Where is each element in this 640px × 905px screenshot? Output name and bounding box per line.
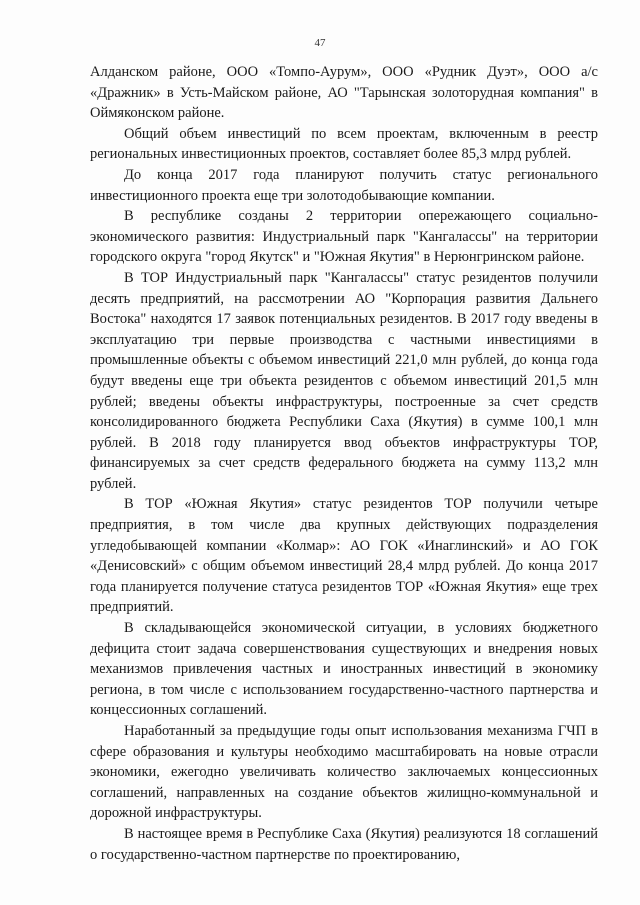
paragraph-6: В ТОР «Южная Якутия» статус резидентов ТОР получили четыре предприятия, в том числе два крупных действующих подразделения угледобывающей компании «Колмар»: АО ГОК «Инаглинский» и АО ГОК «Денисовский» с общим объемом инвестиций 28,4 млрд рублей. До конца 2017 года планируется получение статуса резидентов ТОР «Южная Якутия» еще трех предприятий. — [90, 496, 598, 616]
paragraph-1: Алданском районе, ООО «Томпо-Аурум», ООО «Рудник Дуэт», ООО а/с «Дражник» в Усть-Майском районе, АО "Тарынская золоторудная компания" в Оймяконском районе. — [90, 64, 598, 122]
paragraph-3: До конца 2017 года планируют получить статус регионального инвестиционного проекта еще три золотодобывающие компании. — [90, 166, 598, 204]
paragraph-8: Наработанный за предыдущие годы опыт использования механизма ГЧП в сфере образования и культуры необходимо масштабировать на новые отрасли экономики, ежегодно увеличивать количество заключаемых концессионных соглашений, направленных на создание объектов жилищно-коммунальной и дорожной инфраструктуры. — [90, 723, 598, 822]
body-text — [90, 62, 598, 865]
paragraph-5: В ТОР Индустриальный парк "Кангалассы" статус резидентов получили десять предприятий, на рассмотрении АО "Корпорация развития Дальнего Востока" находятся 17 заявок потенциальных резидентов. В 2017 году введены в эксплуатацию три первые производства с частными инвестициями в промышленные объекты с объемом инвестиций 221,0 млн рублей, до конца года будут введены еще три объекта резидентов с объемом инвестиций 201,5 млн рублей; введены объекты инфраструктуры, построенные за счет средств консолидированного бюджета Республики Саха (Якутия) в сумме 100,1 млн рублей. В 2018 году планируется ввод объектов инфраструктуры ТОР, финансируемых за счет средств федерального бюджета на сумму 113,2 млн рублей. — [90, 269, 598, 492]
paragraph-7: В складывающейся экономической ситуации, в условиях бюджетного дефицита стоит задача совершенствования существующих и внедрения новых механизмов привлечения частных и иностранных инвестиций в экономику региона, в том числе с использованием государственно-частного партнерства и концессионных соглашений. — [90, 620, 598, 719]
paragraph-2: Общий объем инвестиций по всем проектам, включенным в реестр региональных инвестиционных проектов, составляет более 85,3 млрд рублей. — [90, 125, 598, 163]
paragraph-4: В республике созданы 2 территории опережающего социально-экономического развития: Индустриальный парк "Кангалассы" на территории городского округа "город Якутск" и "Южная Якутия" в Нерюнгринском районе. — [90, 208, 598, 266]
paragraph-9: В настоящее время в Республике Саха (Якутия) реализуются 18 соглашений о государственно-частном партнерстве по проектированию, — [90, 825, 598, 863]
page-number: 47 — [314, 37, 326, 49]
